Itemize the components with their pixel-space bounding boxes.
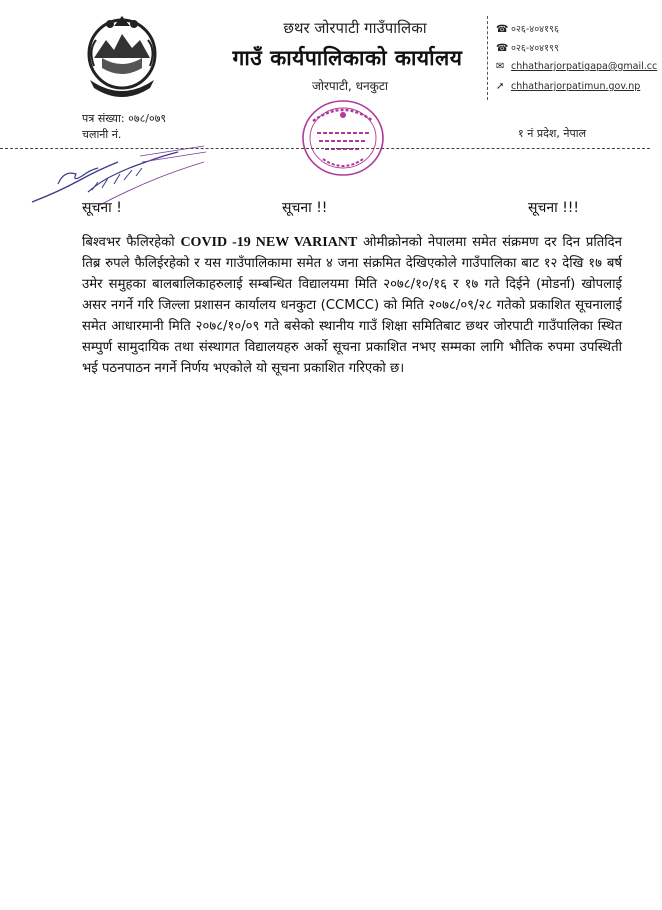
email-link[interactable]: chhatharjorpatigapa@gmail.cc bbox=[511, 61, 658, 72]
notice-heading-right: सूचना !!! bbox=[528, 200, 580, 216]
contact-phone-2: ☎ ०२६-४०४१९९ bbox=[496, 43, 559, 54]
notice-heading-left: सूचना ! bbox=[82, 200, 122, 216]
contact-email bbox=[496, 61, 657, 72]
office-location: जोरपाटी, धनकुटा bbox=[311, 79, 389, 93]
official-stamp bbox=[297, 95, 389, 181]
phone-icon: ☎ bbox=[496, 24, 509, 35]
website-link[interactable]: chhatharjorpatimun.gov.np bbox=[511, 81, 641, 92]
covid-variant-text: COVID -19 NEW VARIANT bbox=[180, 235, 358, 250]
municipality-name: छथर जोरपाटी गाउँपालिका bbox=[283, 19, 427, 37]
header-separator bbox=[0, 148, 650, 149]
email-icon: ✉ bbox=[496, 61, 505, 72]
notice-heading-center: सूचना !! bbox=[282, 200, 328, 216]
province-label: १ नं प्रदेश, नेपाल bbox=[518, 127, 587, 140]
notice-body: बिश्वभर फैलिरहेको COVID -19 NEW VARIANT ओमीक्रोनको नेपालमा समेत संक्रमण दर दिन प्रतिदिन तिब्र रुपले फैलिईरहेको र यस गाउँपालिकामा समेत ४ जना संक्रमित देखिएकोले गाउँपालिका बाट १२ देखि १७ बर्ष उमेर समुहका बालबालिकाहरुलाई सम्बन्धित विद्यालयमा मिति २०७८/१०/१६ र १७ गते दिईने (मोडर्ना) खोपलाई असर नगर्ने गरि जिल्ला प्रशासन कार्यालय धनकुटा (CCMCC) को मिति २०७८/०९/२८ गतेको प्रकाशित सूचनालाई समेत आधारमानी मिति २०७८/१०/०९ गते बसेको स्थानीय गाउँ शिक्षा समितिबाट छथर जोरपाटी गाउँपालिका स्थित सम्पुर्ण सामुदायिक तथा संस्थागत विद्यालयहरु अर्को सूचना प्रकाशित नभए सम्मका लागि भौतिक रुपमा उपस्थिती भई पठनपाठन नगर्ने निर्णय भएकोले यो सूचना प्रकाशित गरिएको छ। bbox=[82, 235, 622, 376]
contact-website bbox=[496, 81, 640, 92]
nepal-emblem-logo bbox=[80, 10, 164, 100]
dispatch-number: चलानी नं. bbox=[82, 128, 122, 141]
letter-number: पत्र संख्या: ०७८/०७९ bbox=[82, 112, 167, 125]
phone-icon: ☎ bbox=[496, 43, 509, 54]
office-title: गाउँ कार्यपालिकाको कार्यालय bbox=[232, 46, 463, 70]
contact-phone-1: ☎ ०२६-४०४१९६ bbox=[496, 24, 559, 35]
web-icon: ➚ bbox=[496, 81, 505, 92]
contact-block bbox=[487, 16, 660, 100]
